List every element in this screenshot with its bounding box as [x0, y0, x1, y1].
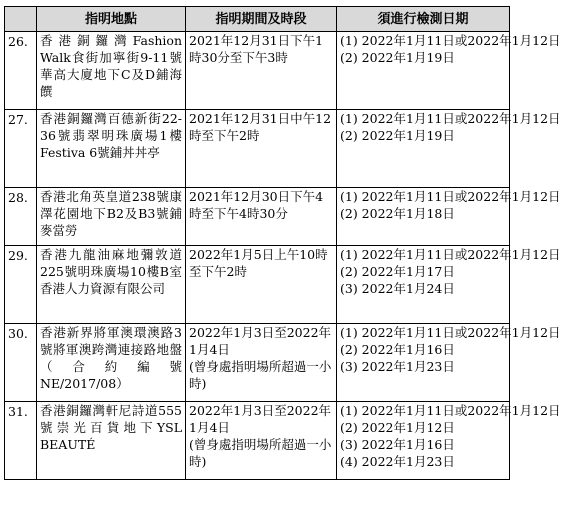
test-date-2: (2) 2022年1月12日: [340, 420, 455, 435]
row-period: [186, 402, 337, 480]
period-note: (曾身處指明場所超過一小時): [189, 437, 332, 469]
row-location: 香港銅鑼灣百德新街22-36號翡翠明珠廣場1樓Festiva 6號鋪丼丼亭: [37, 110, 186, 188]
test-date-3: (3) 2022年1月24日: [340, 281, 455, 296]
period-text: 2022年1月3日至2022年1月4日: [189, 403, 332, 435]
test-date-3: (3) 2022年1月16日: [340, 437, 455, 452]
period-note: (曾身處指明場所超過一小時): [189, 359, 332, 391]
row-location: 香港九龍油麻地彌敦道225號明珠廣場10樓B室香港人力資源有限公司: [37, 246, 186, 324]
table-row: [5, 246, 510, 324]
test-date-1: (1) 2022年1月11日或2022年1月12日: [340, 189, 561, 204]
row-location: 香港銅鑼灣Fashion Walk食街加寧街9-11號華高大廈地下C及D鋪海饌: [37, 32, 186, 110]
period-text: 2021年12月30日下午4時至下午4時30分: [189, 189, 324, 221]
header-period: 指明期間及時段: [186, 7, 337, 32]
row-period: [186, 32, 337, 110]
table-row: [5, 32, 510, 110]
row-test-dates: [337, 110, 561, 188]
row-test-dates: [337, 402, 561, 480]
row-test-dates: [337, 324, 561, 402]
period-text: 2022年1月3日至2022年1月4日: [189, 325, 332, 357]
row-number: 27.: [5, 110, 37, 188]
table-row: [5, 110, 510, 188]
table-header-row: [5, 7, 510, 32]
row-period: [186, 110, 337, 188]
row-number: 28.: [5, 188, 37, 246]
specified-premises-table: [4, 6, 561, 480]
row-location: 香港銅鑼灣軒尼詩道555號崇光百貨地下YSL BEAUTÉ: [37, 402, 186, 480]
test-date-1: (1) 2022年1月11日或2022年1月12日: [340, 247, 561, 262]
test-date-1: (1) 2022年1月11日或2022年1月12日: [340, 325, 561, 340]
period-text: 2021年12月31日中午12時至下午2時: [189, 111, 332, 143]
test-date-2: (2) 2022年1月19日: [340, 128, 455, 143]
test-date-2: (2) 2022年1月17日: [340, 264, 455, 279]
test-date-4: (4) 2022年1月23日: [340, 454, 455, 469]
row-number: 26.: [5, 32, 37, 110]
test-date-2: (2) 2022年1月19日: [340, 50, 455, 65]
header-location: 指明地點: [37, 7, 186, 32]
row-test-dates: [337, 188, 561, 246]
test-date-2: (2) 2022年1月18日: [340, 206, 455, 221]
row-number: 29.: [5, 246, 37, 324]
period-text: 2022年1月5日上午10時至下午2時: [189, 247, 328, 279]
test-date-2: (2) 2022年1月16日: [340, 342, 455, 357]
row-period: [186, 324, 337, 402]
row-test-dates: [337, 246, 561, 324]
row-number: 31.: [5, 402, 37, 480]
header-number: [5, 7, 37, 32]
table-row: [5, 324, 510, 402]
table-row: [5, 402, 510, 480]
row-period: [186, 246, 337, 324]
test-date-1: (1) 2022年1月11日或2022年1月12日: [340, 111, 561, 126]
test-date-1: (1) 2022年1月11日或2022年1月12日: [340, 33, 561, 48]
row-location: 香港北角英皇道238號康澤花園地下B2及B3號鋪麥當勞: [37, 188, 186, 246]
row-period: [186, 188, 337, 246]
test-date-3: (3) 2022年1月23日: [340, 359, 455, 374]
row-test-dates: [337, 32, 561, 110]
header-test-dates: 須進行檢測日期: [337, 7, 510, 32]
row-location: 香港新界將軍澳環澳路3號將軍澳跨灣連接路地盤（合約編號NE/2017/08）: [37, 324, 186, 402]
test-date-1: (1) 2022年1月11日或2022年1月12日: [340, 403, 561, 418]
period-text: 2021年12月31日下午1時30分至下午3時: [189, 33, 324, 65]
table-row: [5, 188, 510, 246]
row-number: 30.: [5, 324, 37, 402]
